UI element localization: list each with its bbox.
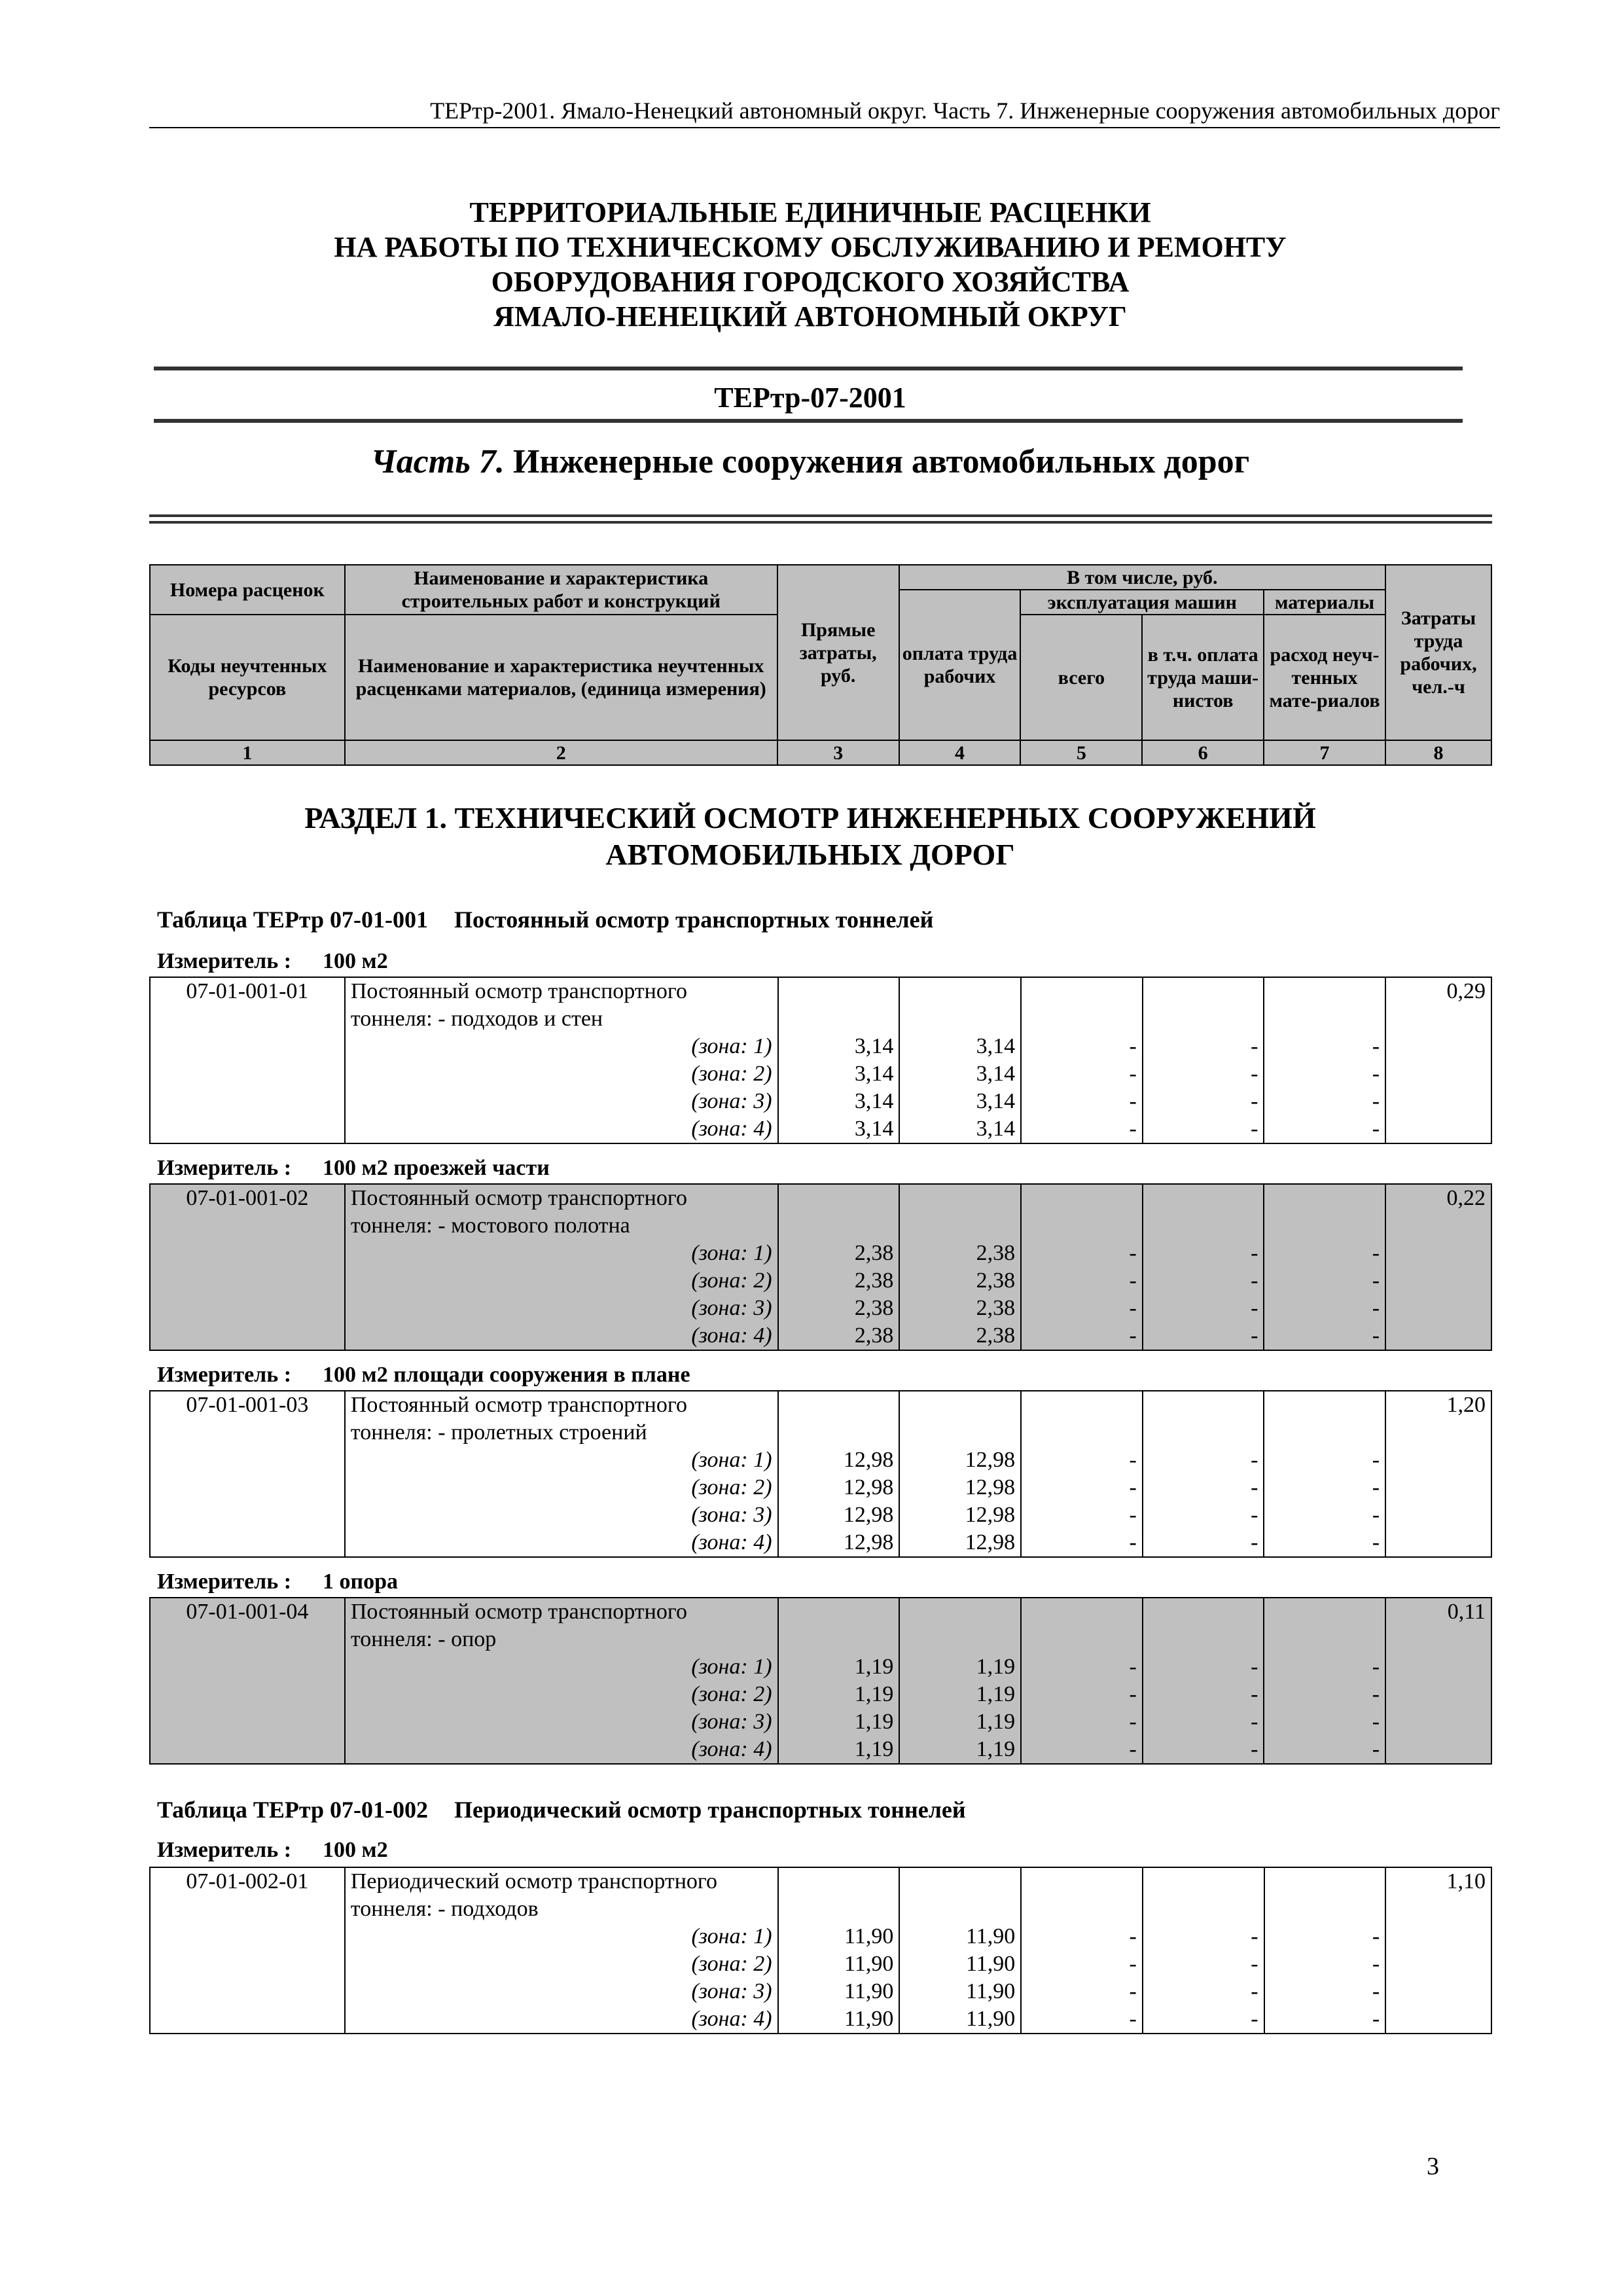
wage-value: 1,19 — [899, 1736, 1021, 1764]
measurement-unit — [157, 949, 388, 974]
rate-name: тоннеля: - подходов и стен — [345, 1005, 778, 1033]
dash: - — [1143, 1529, 1264, 1557]
title-line: ЯМАЛО-НЕНЕЦКИЙ АВТОНОМНЫЙ ОКРУГ — [493, 300, 1127, 332]
table-row — [150, 1115, 1491, 1143]
wage-value: 12,98 — [899, 1446, 1021, 1474]
labor-value: 1,10 — [1385, 1867, 1491, 1895]
zone-label: (зона: 1) — [345, 1653, 778, 1681]
zone-label: (зона: 1) — [345, 1446, 778, 1474]
rate-table — [149, 977, 1492, 1144]
measurement-unit — [157, 1838, 388, 1863]
table-row — [150, 1474, 1491, 1501]
dash: - — [1264, 1115, 1385, 1143]
column-header-table — [149, 564, 1492, 766]
direct-cost: 1,19 — [778, 1736, 900, 1764]
title-line: НА РАБОТЫ ПО ТЕХНИЧЕСКОМУ ОБСЛУЖИВАНИЮ И РЕМОНТУ — [334, 231, 1287, 263]
wage-value: 1,19 — [899, 1653, 1021, 1681]
dash: - — [1143, 1708, 1264, 1736]
dash: - — [1264, 1295, 1385, 1322]
header-machines: эксплуатация машин — [1020, 590, 1264, 615]
header-materials: материалы — [1264, 590, 1385, 615]
direct-cost: 11,90 — [778, 1950, 900, 1978]
dash: - — [1143, 1950, 1264, 1978]
rate-name: Постоянный осмотр транспортного — [345, 977, 778, 1005]
divider — [149, 521, 1492, 524]
wage-value: 3,14 — [899, 1060, 1021, 1088]
labor-value: 0,11 — [1385, 1598, 1491, 1626]
dash: - — [1264, 1529, 1385, 1557]
dash: - — [1143, 1060, 1264, 1088]
direct-cost: 3,14 — [778, 1115, 900, 1143]
document-title — [151, 195, 1470, 334]
col-number: 7 — [1264, 740, 1385, 765]
dash: - — [1021, 1240, 1143, 1267]
rate-name: тоннеля: - подходов — [345, 1895, 778, 1923]
measurement-value: 1 опора — [323, 1570, 399, 1594]
measurement-label: Измеритель : — [157, 1838, 292, 1862]
dash: - — [1264, 1088, 1385, 1115]
dash: - — [1021, 1978, 1143, 2005]
dash: - — [1264, 1501, 1385, 1529]
table-row — [150, 1446, 1491, 1474]
header-operator-wages: в т.ч. оплата труда маши-нистов — [1142, 615, 1264, 740]
direct-cost: 12,98 — [778, 1474, 900, 1501]
direct-cost: 11,90 — [778, 1923, 900, 1950]
dash: - — [1143, 1653, 1264, 1681]
dash: - — [1021, 1736, 1143, 1764]
table-row — [150, 1598, 1491, 1626]
section-title — [151, 800, 1470, 873]
col-number: 8 — [1385, 740, 1491, 765]
dash: - — [1143, 1736, 1264, 1764]
header-rate-numbers: Номера расценок — [150, 565, 345, 615]
measurement-unit — [157, 1570, 398, 1594]
measurement-label: Измеритель : — [157, 1570, 292, 1594]
wage-value: 1,19 — [899, 1708, 1021, 1736]
labor-value: 0,29 — [1385, 977, 1491, 1005]
table-row — [150, 1184, 1491, 1212]
section-title-line: АВТОМОБИЛЬНЫХ ДОРОГ — [605, 838, 1015, 871]
dash: - — [1264, 1060, 1385, 1088]
zone-label: (зона: 4) — [345, 1736, 778, 1764]
dash: - — [1264, 1978, 1386, 2005]
dash: - — [1143, 2005, 1264, 2034]
direct-cost: 12,98 — [778, 1529, 900, 1557]
direct-cost: 2,38 — [778, 1295, 900, 1322]
dash: - — [1143, 1474, 1264, 1501]
dash: - — [1021, 1322, 1143, 1350]
dash: - — [1264, 1240, 1385, 1267]
running-header: ТЕРтр-2001. Ямало-Ненецкий автономный округ. Часть 7. Инженерные сооружения автомобильных дорог — [149, 97, 1500, 128]
dash: - — [1143, 1295, 1264, 1322]
table-row — [150, 1867, 1491, 1895]
dash: - — [1021, 1681, 1143, 1708]
table-row — [150, 1681, 1491, 1708]
header-direct-costs: Прямые затраты, руб. — [777, 565, 899, 740]
wage-value: 11,90 — [899, 1978, 1021, 2005]
table-row — [150, 1267, 1491, 1295]
direct-cost: 2,38 — [778, 1240, 900, 1267]
table-row — [150, 1391, 1491, 1419]
divider — [149, 514, 1492, 517]
dash: - — [1143, 1681, 1264, 1708]
wage-value: 11,90 — [899, 1923, 1021, 1950]
dash: - — [1021, 1501, 1143, 1529]
divider — [154, 419, 1463, 423]
rate-name: тоннеля: - пролетных строений — [345, 1419, 778, 1446]
wage-value: 12,98 — [899, 1474, 1021, 1501]
table-row — [150, 1529, 1491, 1557]
direct-cost: 1,19 — [778, 1708, 900, 1736]
header-material-usage: расход неуч-тенных мате-риалов — [1264, 615, 1385, 740]
zone-label: (зона: 1) — [345, 1923, 778, 1950]
dash: - — [1264, 1446, 1385, 1474]
col-number: 3 — [777, 740, 899, 765]
dash: - — [1143, 1240, 1264, 1267]
dash: - — [1143, 1978, 1264, 2005]
direct-cost: 2,38 — [778, 1322, 900, 1350]
dash: - — [1021, 2005, 1143, 2034]
dash: - — [1264, 1033, 1385, 1060]
direct-cost: 11,90 — [778, 1978, 900, 2005]
header-work-name: Наименование и характеристика строительных работ и конструкций — [345, 565, 777, 615]
dash: - — [1264, 1653, 1385, 1681]
zone-label: (зона: 4) — [345, 2005, 778, 2034]
rate-table — [149, 1867, 1492, 2034]
wage-value: 2,38 — [899, 1240, 1021, 1267]
zone-label: (зона: 2) — [345, 1267, 778, 1295]
measurement-label: Измеритель : — [157, 1363, 292, 1387]
table-row — [150, 1895, 1491, 1923]
rate-code: 07-01-001-01 — [150, 977, 345, 1005]
table-row — [150, 1033, 1491, 1060]
measurement-value: 100 м2 — [323, 1838, 388, 1862]
part-label: Часть 7. — [370, 443, 505, 480]
rate-name: тоннеля: - опор — [345, 1626, 778, 1653]
dash: - — [1143, 1446, 1264, 1474]
wage-value: 12,98 — [899, 1529, 1021, 1557]
header-machines-total: всего — [1020, 615, 1142, 740]
measurement-label: Измеритель : — [157, 949, 292, 973]
table-row — [150, 977, 1491, 1005]
title-line: ОБОРУДОВАНИЯ ГОРОДСКОГО ХОЗЯЙСТВА — [491, 266, 1130, 298]
direct-cost: 12,98 — [778, 1446, 900, 1474]
dash: - — [1264, 2005, 1386, 2034]
header-including: В том числе, руб. — [899, 565, 1385, 590]
table-row — [150, 1088, 1491, 1115]
wage-value: 2,38 — [899, 1295, 1021, 1322]
col-number: 6 — [1142, 740, 1264, 765]
header-wages: оплата труда рабочих — [899, 590, 1021, 740]
dash: - — [1021, 1653, 1143, 1681]
wage-value: 3,14 — [899, 1115, 1021, 1143]
table-title — [157, 906, 933, 933]
zone-label: (зона: 2) — [345, 1474, 778, 1501]
dash: - — [1143, 1923, 1264, 1950]
dash: - — [1264, 1322, 1385, 1350]
dash: - — [1021, 1295, 1143, 1322]
table-name: Постоянный осмотр транспортных тоннелей — [454, 906, 934, 933]
col-number: 4 — [899, 740, 1021, 765]
table-row — [150, 1212, 1491, 1240]
dash: - — [1143, 1088, 1264, 1115]
dash: - — [1264, 1681, 1385, 1708]
table-label: Таблица ТЕРтр 07-01-001 — [157, 906, 429, 933]
direct-cost: 2,38 — [778, 1267, 900, 1295]
wage-value: 3,14 — [899, 1088, 1021, 1115]
dash: - — [1264, 1950, 1386, 1978]
zone-label: (зона: 1) — [345, 1240, 778, 1267]
direct-cost: 12,98 — [778, 1501, 900, 1529]
rate-code: 07-01-001-02 — [150, 1184, 345, 1212]
part-title — [151, 442, 1470, 481]
table-title — [157, 1796, 966, 1823]
wage-value: 11,90 — [899, 1950, 1021, 1978]
measurement-unit — [157, 1156, 550, 1181]
rate-name: Постоянный осмотр транспортного — [345, 1598, 778, 1626]
direct-cost: 1,19 — [778, 1653, 900, 1681]
table-row — [150, 1240, 1491, 1267]
zone-label: (зона: 3) — [345, 1088, 778, 1115]
header-material-name: Наименование и характеристика неучтенных расценками материалов, (единица измерения) — [345, 615, 777, 740]
wage-value: 11,90 — [899, 2005, 1021, 2034]
wage-value: 3,14 — [899, 1033, 1021, 1060]
zone-label: (зона: 2) — [345, 1950, 778, 1978]
direct-cost: 11,90 — [778, 2005, 900, 2034]
measurement-value: 100 м2 площади сооружения в плане — [323, 1363, 690, 1387]
dash: - — [1264, 1474, 1385, 1501]
rate-name: Постоянный осмотр транспортного — [345, 1391, 778, 1419]
table-row — [150, 1419, 1491, 1446]
labor-value: 1,20 — [1385, 1391, 1491, 1419]
dash: - — [1143, 1033, 1264, 1060]
direct-cost: 3,14 — [778, 1033, 900, 1060]
dash: - — [1021, 1033, 1143, 1060]
dash: - — [1021, 1708, 1143, 1736]
table-row — [150, 1005, 1491, 1033]
rate-code: 07-01-002-01 — [150, 1867, 345, 1895]
dash: - — [1264, 1736, 1385, 1764]
wage-value: 2,38 — [899, 1267, 1021, 1295]
dash: - — [1264, 1923, 1386, 1950]
dash: - — [1143, 1322, 1264, 1350]
dash: - — [1264, 1267, 1385, 1295]
dash: - — [1021, 1088, 1143, 1115]
section-title-line: РАЗДЕЛ 1. ТЕХНИЧЕСКИЙ ОСМОТР ИНЖЕНЕРНЫХ СООРУЖЕНИЙ — [304, 801, 1316, 834]
page-number: 3 — [1427, 2153, 1439, 2180]
measurement-value: 100 м2 — [323, 949, 388, 973]
rate-table — [149, 1390, 1492, 1558]
part-name: Инженерные сооружения автомобильных дорог — [512, 443, 1250, 480]
rate-name: Постоянный осмотр транспортного — [345, 1184, 778, 1212]
table-row — [150, 1950, 1491, 1978]
table-row — [150, 1295, 1491, 1322]
zone-label: (зона: 3) — [345, 1501, 778, 1529]
table-label: Таблица ТЕРтр 07-01-002 — [157, 1797, 429, 1823]
table-row — [150, 1923, 1491, 1950]
dash: - — [1143, 1267, 1264, 1295]
direct-cost: 3,14 — [778, 1060, 900, 1088]
dash: - — [1021, 1950, 1143, 1978]
measurement-unit — [157, 1363, 690, 1388]
title-line: ТЕРРИТОРИАЛЬНЫЕ ЕДИНИЧНЫЕ РАСЦЕНКИ — [469, 196, 1151, 228]
wage-value: 2,38 — [899, 1322, 1021, 1350]
dash: - — [1021, 1474, 1143, 1501]
table-row — [150, 1978, 1491, 2005]
dash: - — [1021, 1923, 1143, 1950]
rate-name: Периодический осмотр транспортного — [345, 1867, 778, 1895]
divider — [154, 367, 1463, 370]
zone-label: (зона: 2) — [345, 1060, 778, 1088]
dash: - — [1021, 1529, 1143, 1557]
direct-cost: 1,19 — [778, 1681, 900, 1708]
dash: - — [1143, 1501, 1264, 1529]
doc-code: ТЕРтр-07-2001 — [714, 382, 906, 414]
labor-value: 0,22 — [1385, 1184, 1491, 1212]
direct-cost: 3,14 — [778, 1088, 900, 1115]
rate-table — [149, 1183, 1492, 1351]
measurement-label: Измеритель : — [157, 1156, 292, 1180]
zone-label: (зона: 3) — [345, 1708, 778, 1736]
table-row — [150, 1626, 1491, 1653]
table-row — [150, 1736, 1491, 1764]
zone-label: (зона: 3) — [345, 1295, 778, 1322]
dash: - — [1021, 1267, 1143, 1295]
dash: - — [1021, 1446, 1143, 1474]
dash: - — [1143, 1115, 1264, 1143]
zone-label: (зона: 4) — [345, 1115, 778, 1143]
dash: - — [1021, 1115, 1143, 1143]
table-row — [150, 1322, 1491, 1350]
zone-label: (зона: 4) — [345, 1529, 778, 1557]
header-labor-costs: Затраты труда рабочих, чел.-ч — [1385, 565, 1491, 740]
table-name: Периодический осмотр транспортных тоннелей — [454, 1797, 966, 1823]
col-number: 5 — [1020, 740, 1142, 765]
zone-label: (зона: 1) — [345, 1033, 778, 1060]
table-row — [150, 1708, 1491, 1736]
dash: - — [1264, 1708, 1385, 1736]
zone-label: (зона: 3) — [345, 1978, 778, 2005]
wage-value: 1,19 — [899, 1681, 1021, 1708]
col-number: 1 — [150, 740, 345, 765]
rate-name: тоннеля: - мостового полотна — [345, 1212, 778, 1240]
rate-code: 07-01-001-03 — [150, 1391, 345, 1419]
col-number: 2 — [345, 740, 777, 765]
table-row — [150, 2005, 1491, 2034]
table-row — [150, 1060, 1491, 1088]
wage-value: 12,98 — [899, 1501, 1021, 1529]
measurement-value: 100 м2 проезжей части — [323, 1156, 550, 1180]
table-row — [150, 1653, 1491, 1681]
rate-code: 07-01-001-04 — [150, 1598, 345, 1626]
rate-table — [149, 1597, 1492, 1765]
zone-label: (зона: 2) — [345, 1681, 778, 1708]
zone-label: (зона: 4) — [345, 1322, 778, 1350]
dash: - — [1021, 1060, 1143, 1088]
header-resource-codes: Коды неучтенных ресурсов — [150, 615, 345, 740]
table-row — [150, 1501, 1491, 1529]
